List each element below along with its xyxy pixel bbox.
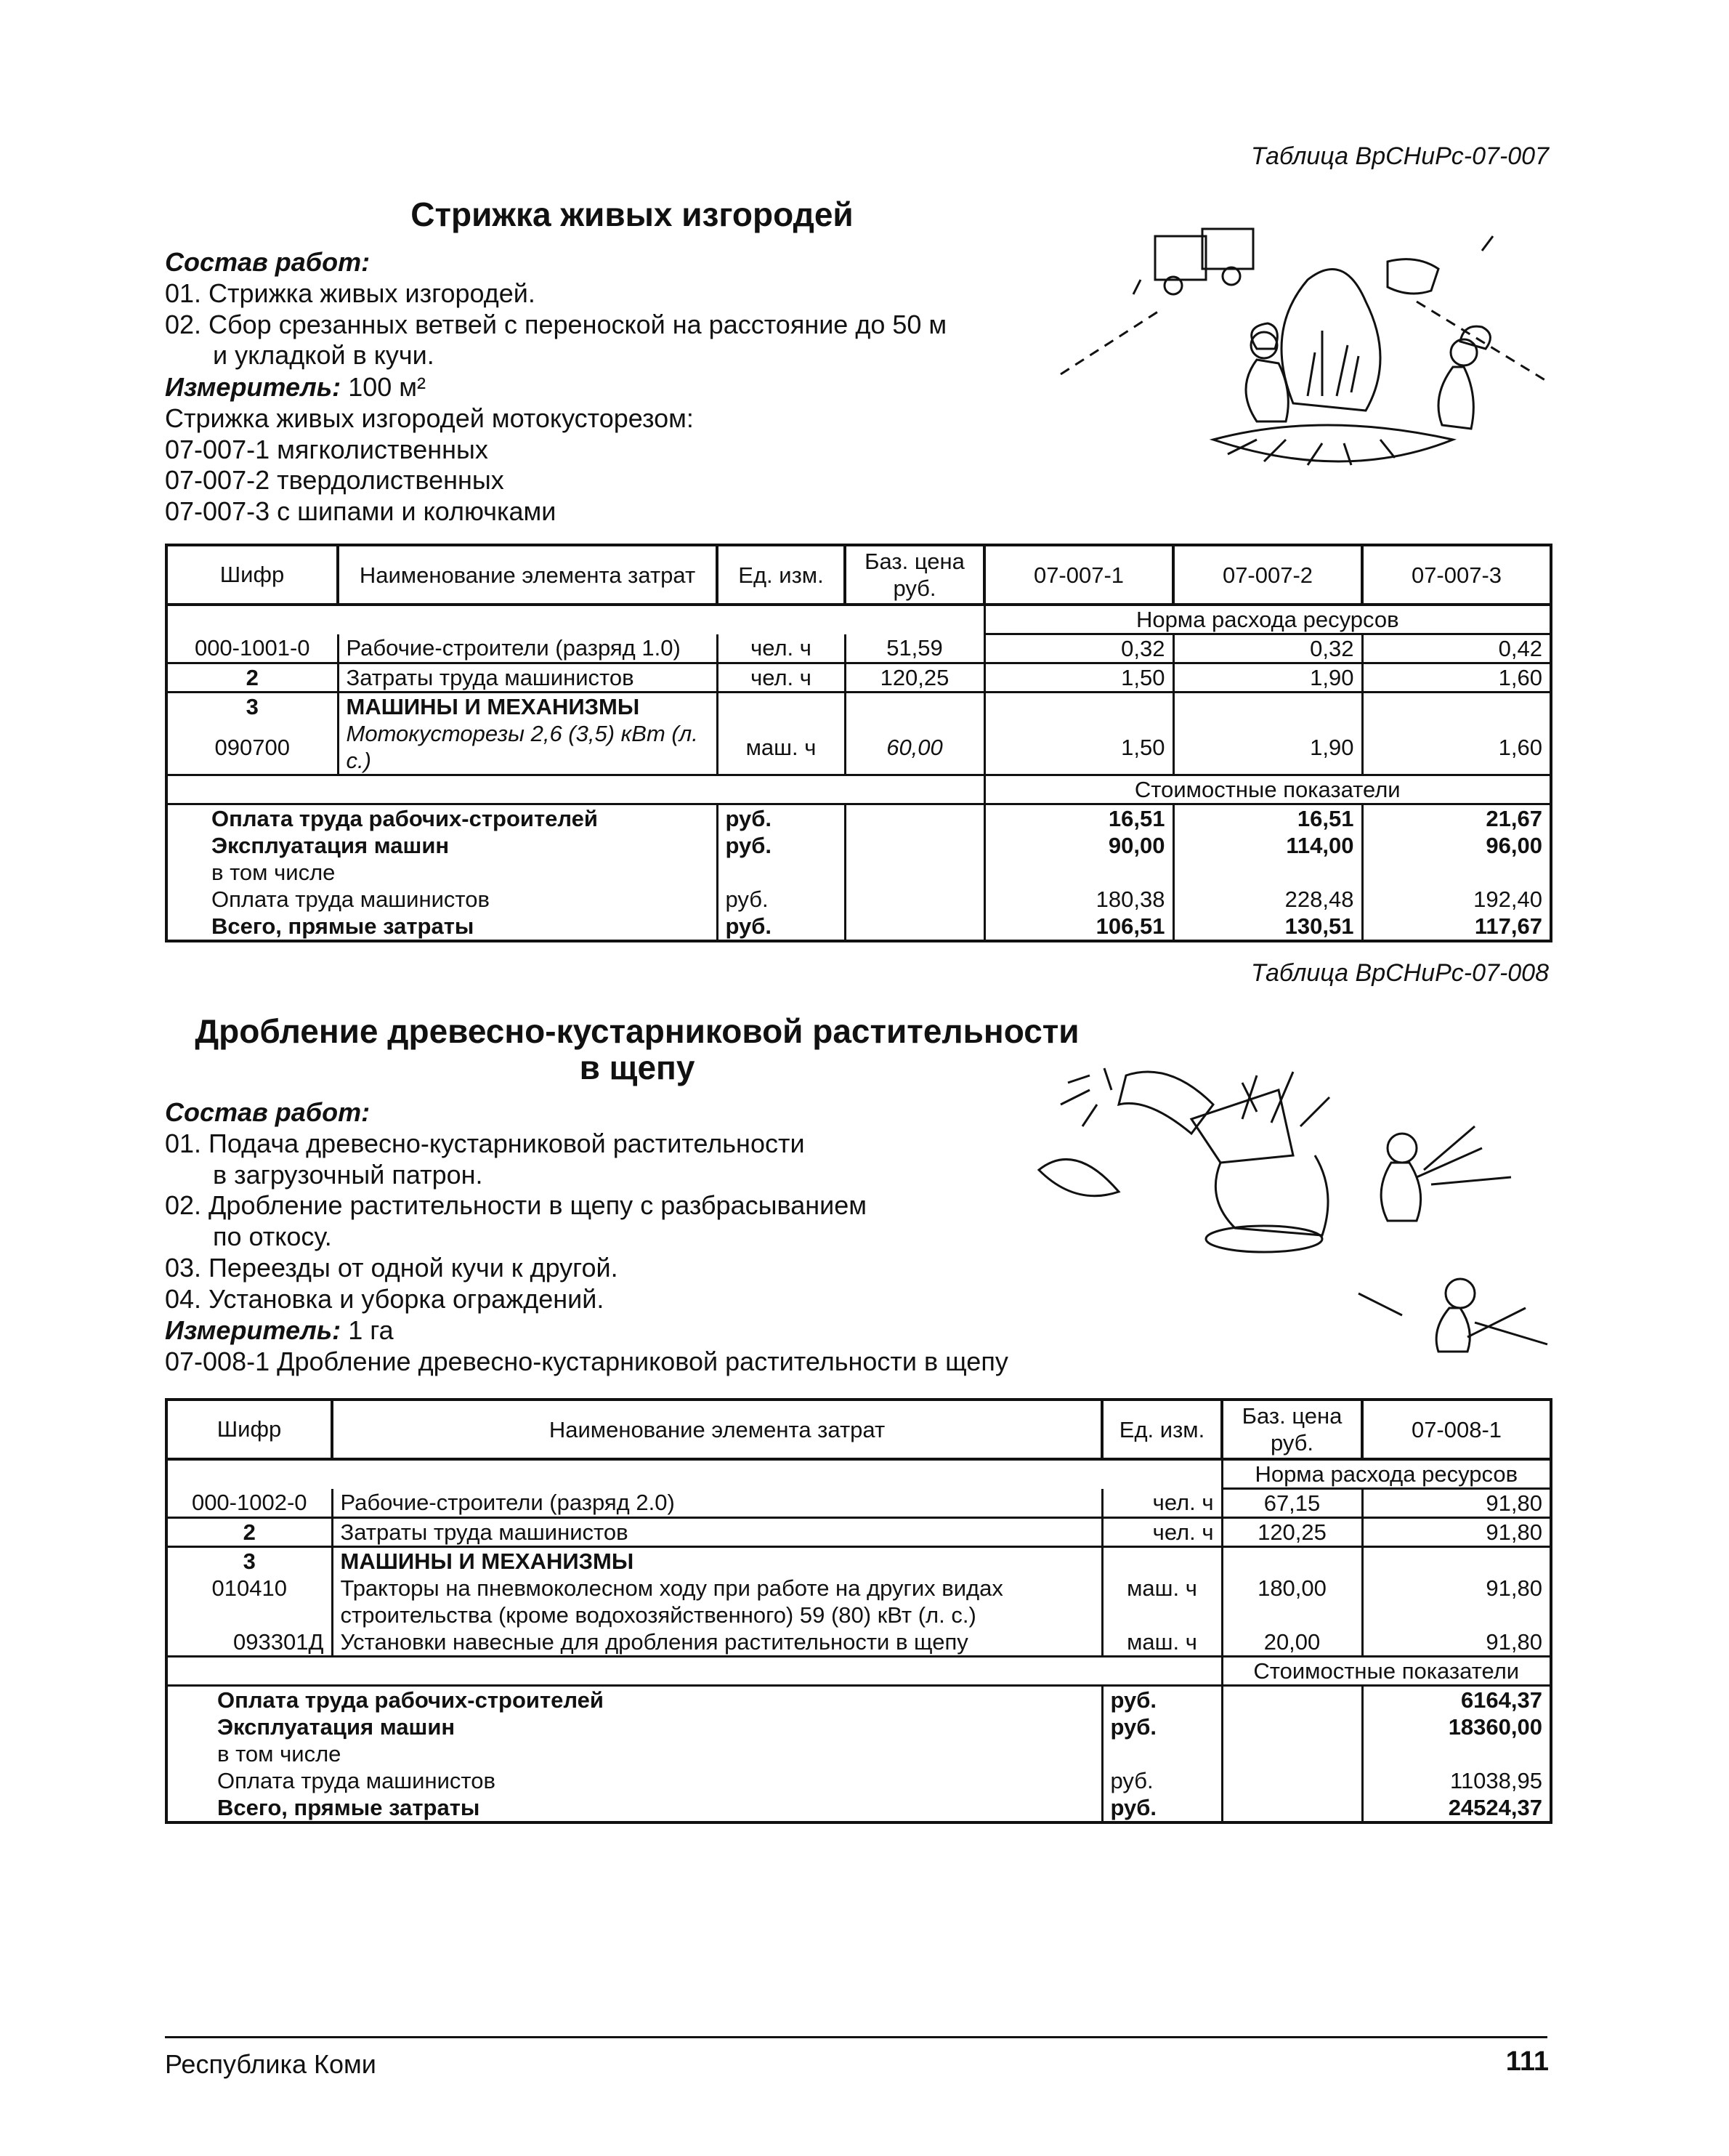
cell-value: 1,60 — [1362, 720, 1551, 775]
composition-label: Состав работ: — [165, 1097, 370, 1127]
table-header-row — [166, 545, 1551, 605]
section-title-07-008: Дробление древесно-кустарниковой растительности — [195, 1012, 1080, 1050]
norm-label: Норма расхода ресурсов — [1222, 1459, 1551, 1489]
cost-value: 16,51 — [1173, 804, 1362, 833]
cost-name: Всего, прямые затраты — [166, 913, 717, 941]
cost-name: в том числе — [166, 1740, 1102, 1767]
cost-name: в том числе — [166, 859, 717, 886]
cost-value: 114,00 — [1173, 832, 1362, 859]
cell-value: 0,32 — [984, 634, 1173, 663]
step-line: 01. Стрижка живых изгородей. — [165, 278, 535, 308]
cost-row — [166, 832, 1551, 859]
table-header-row — [166, 1400, 1551, 1459]
code-line: 07-007-1 мягколиственных — [165, 435, 488, 464]
cell-name: Мотокусторезы 2,6 (3,5) кВт (л. с.) — [338, 720, 717, 775]
cell-price: 60,00 — [845, 720, 984, 775]
norm-label: Норма расхода ресурсов — [984, 605, 1551, 634]
cell-name: МАШИНЫ И МЕХАНИЗМЫ — [338, 693, 717, 721]
table-row — [166, 1489, 1551, 1518]
measure-label: Измеритель: — [165, 1315, 341, 1345]
cost-value: 24524,37 — [1448, 1795, 1542, 1820]
measure-value: 1 га — [348, 1315, 394, 1345]
table-row — [166, 1628, 1551, 1657]
cell-code: 093301Д — [166, 1628, 332, 1657]
header-price: Баз. цена руб. — [845, 545, 984, 605]
cell-name: Рабочие-строители (разряд 1.0) — [338, 634, 717, 663]
header-unit: Ед. изм. — [717, 545, 845, 605]
header-col3: 07-007-3 — [1362, 545, 1551, 605]
table-row — [166, 720, 1551, 775]
header-col1: 07-008-1 — [1362, 1400, 1551, 1459]
cost-unit: руб. — [1102, 1794, 1222, 1822]
cost-value: 18360,00 — [1448, 1714, 1542, 1740]
cost-band-row — [166, 775, 1551, 804]
cell-name: МАШИНЫ И МЕХАНИЗМЫ — [332, 1547, 1102, 1575]
table-caption-07-008: Таблица ВрСНиРс-07-008 — [1250, 959, 1549, 987]
cell-value: 0,32 — [1173, 634, 1362, 663]
table-row-continuation — [166, 1602, 1551, 1628]
step-line: по откосу. — [213, 1222, 332, 1251]
cost-value: 192,40 — [1473, 887, 1542, 912]
cost-row — [166, 804, 1551, 833]
cost-unit: руб. — [1102, 1767, 1222, 1794]
cell-unit: маш. ч — [717, 720, 845, 775]
cell-code: 090700 — [166, 720, 338, 775]
cost-value: 117,67 — [1474, 913, 1542, 939]
cost-value: 180,38 — [984, 886, 1173, 913]
cost-name: Эксплуатация машин — [166, 832, 717, 859]
hedge-trimming-illustration — [1046, 222, 1555, 512]
cell-name: Установки навесные для дробления растительности в щепу — [332, 1628, 1102, 1657]
header-unit: Ед. изм. — [1102, 1400, 1222, 1459]
cell-code: 2 — [166, 1518, 332, 1547]
cell-value: 91,80 — [1362, 1518, 1551, 1547]
measure-label: Измеритель: — [165, 372, 341, 402]
table-row — [166, 634, 1551, 663]
header-code: Шифр — [166, 545, 338, 605]
section-title-07-008-line2: в щепу — [579, 1049, 695, 1086]
wood-chipper-illustration — [1024, 1054, 1555, 1366]
cell-unit: чел. ч — [1102, 1518, 1222, 1547]
cost-unit: руб. — [717, 886, 845, 913]
header-code: Шифр — [166, 1400, 332, 1459]
step-line: 01. Подача древесно-кустарниковой растительности — [165, 1129, 805, 1158]
header-col2: 07-007-2 — [1173, 545, 1362, 605]
cell-code: 3 — [166, 1547, 332, 1575]
cost-band-row — [166, 1657, 1551, 1686]
header-col1: 07-007-1 — [984, 545, 1173, 605]
cost-unit: руб. — [1102, 1713, 1222, 1740]
resource-table-07-008 — [165, 1398, 1552, 1824]
code-line: 07-008-1 Дробление древесно-кустарниковой растительности в щепу — [165, 1347, 1008, 1376]
cell-code: 2 — [166, 663, 338, 693]
cost-unit: руб. — [1102, 1686, 1222, 1714]
cost-value: 11038,95 — [1450, 1768, 1542, 1793]
cost-label: Стоимостные показатели — [984, 775, 1551, 804]
step-line: 02. Сбор срезанных ветвей с переноской на расстояние до 50 м — [165, 310, 947, 339]
cost-value: 228,48 — [1173, 886, 1362, 913]
cell-unit: маш. ч — [1102, 1575, 1222, 1602]
cost-value: 16,51 — [984, 804, 1173, 833]
cell-price: 67,15 — [1222, 1489, 1362, 1518]
cell-value: 1,90 — [1173, 663, 1362, 693]
cost-unit: руб. — [717, 913, 845, 941]
cost-name: Всего, прямые затраты — [166, 1794, 1102, 1822]
cell-price: 120,25 — [1222, 1518, 1362, 1547]
header-name: Наименование элемента затрат — [332, 1400, 1102, 1459]
cost-name: Оплата труда рабочих-строителей — [166, 804, 717, 833]
cell-name: Тракторы на пневмоколесном ходу при работе на других видах — [332, 1575, 1102, 1602]
cost-value: 130,51 — [1173, 913, 1362, 941]
resource-table-07-007 — [165, 544, 1552, 942]
cost-value: 90,00 — [984, 832, 1173, 859]
cost-name: Оплата труда машинистов — [166, 886, 717, 913]
cost-row — [166, 1740, 1551, 1767]
cost-name: Оплата труда рабочих-строителей — [166, 1686, 1102, 1714]
cell-unit: чел. ч — [717, 634, 845, 663]
cell-value: 91,80 — [1362, 1628, 1551, 1657]
cell-unit: чел. ч — [717, 663, 845, 693]
table-row — [166, 693, 1551, 721]
cost-row — [166, 1686, 1551, 1714]
table-row — [166, 1575, 1551, 1602]
step-line: 02. Дробление растительности в щепу с разбрасыванием — [165, 1190, 867, 1220]
cell-unit: маш. ч — [1102, 1628, 1222, 1657]
step-line: в загрузочный патрон. — [213, 1160, 483, 1190]
cost-name: Оплата труда машинистов — [166, 1767, 1102, 1794]
code-line: 07-007-2 твердолиственных — [165, 465, 504, 495]
cost-row — [166, 1713, 1551, 1740]
cell-name: Затраты труда машинистов — [332, 1518, 1102, 1547]
cell-value: 1,60 — [1362, 663, 1551, 693]
measure-value: 100 м² — [348, 372, 426, 402]
cost-value: 96,00 — [1486, 833, 1542, 858]
cost-name: Эксплуатация машин — [166, 1713, 1102, 1740]
cost-row — [166, 886, 1551, 913]
cost-row — [166, 1767, 1551, 1794]
table-row — [166, 1547, 1551, 1575]
cost-row — [166, 859, 1551, 886]
header-price: Баз. цена руб. — [1222, 1400, 1362, 1459]
norm-band-row — [166, 605, 1551, 634]
cell-price: 20,00 — [1222, 1628, 1362, 1657]
cell-price: 51,59 — [845, 634, 984, 663]
cell-value: 1,50 — [984, 663, 1173, 693]
cell-unit: чел. ч — [1102, 1489, 1222, 1518]
cell-price: 120,25 — [845, 663, 984, 693]
cost-value: 6164,37 — [1460, 1687, 1542, 1713]
table-row — [166, 663, 1551, 693]
composition-label: Состав работ: — [165, 247, 370, 277]
cell-name: строительства (кроме водохозяйственного) 59 (80) кВт (л. с.) — [332, 1602, 1102, 1628]
table-caption-07-007: Таблица ВрСНиРс-07-007 — [1250, 142, 1549, 170]
section-title-07-007: Стрижка живых изгородей — [410, 195, 854, 233]
cost-row — [166, 913, 1551, 941]
code-line: 07-007-3 с шипами и колючками — [165, 496, 556, 526]
page-number: 111 — [1505, 2046, 1549, 2077]
cell-value: 1,90 — [1173, 720, 1362, 775]
cell-price: 180,00 — [1222, 1575, 1362, 1602]
cell-value: 91,80 — [1486, 1575, 1542, 1601]
cost-unit: руб. — [717, 804, 845, 833]
cost-label: Стоимостные показатели — [1222, 1657, 1551, 1686]
cost-value: 106,51 — [984, 913, 1173, 941]
measure-line — [165, 372, 426, 403]
cell-name: Затраты труда машинистов — [338, 663, 717, 693]
cell-code: 000-1002-0 — [166, 1489, 332, 1518]
header-name: Наименование элемента затрат — [338, 545, 717, 605]
step-line: и укладкой в кучи. — [213, 340, 434, 370]
cell-code: 000-1001-0 — [166, 634, 338, 663]
cell-value: 91,80 — [1362, 1489, 1551, 1518]
footer-divider — [165, 2036, 1547, 2038]
cell-value: 0,42 — [1362, 634, 1551, 663]
norm-band-row — [166, 1459, 1551, 1489]
step-line: 04. Установка и уборка ограждений. — [165, 1284, 604, 1314]
step-line: 03. Переезды от одной кучи к другой. — [165, 1253, 618, 1283]
cost-value: 21,67 — [1486, 806, 1542, 831]
cell-name: Рабочие-строители (разряд 2.0) — [332, 1489, 1102, 1518]
cell-code: 3 — [166, 693, 338, 721]
cost-unit: руб. — [717, 832, 845, 859]
intro-line: Стрижка живых изгородей мотокусторезом: — [165, 403, 694, 433]
cell-code: 010410 — [166, 1575, 332, 1602]
table-row — [166, 1518, 1551, 1547]
measure-line — [165, 1315, 394, 1346]
cost-row — [166, 1794, 1551, 1822]
cell-value: 1,50 — [984, 720, 1173, 775]
footer-region: Республика Коми — [165, 2049, 376, 2079]
